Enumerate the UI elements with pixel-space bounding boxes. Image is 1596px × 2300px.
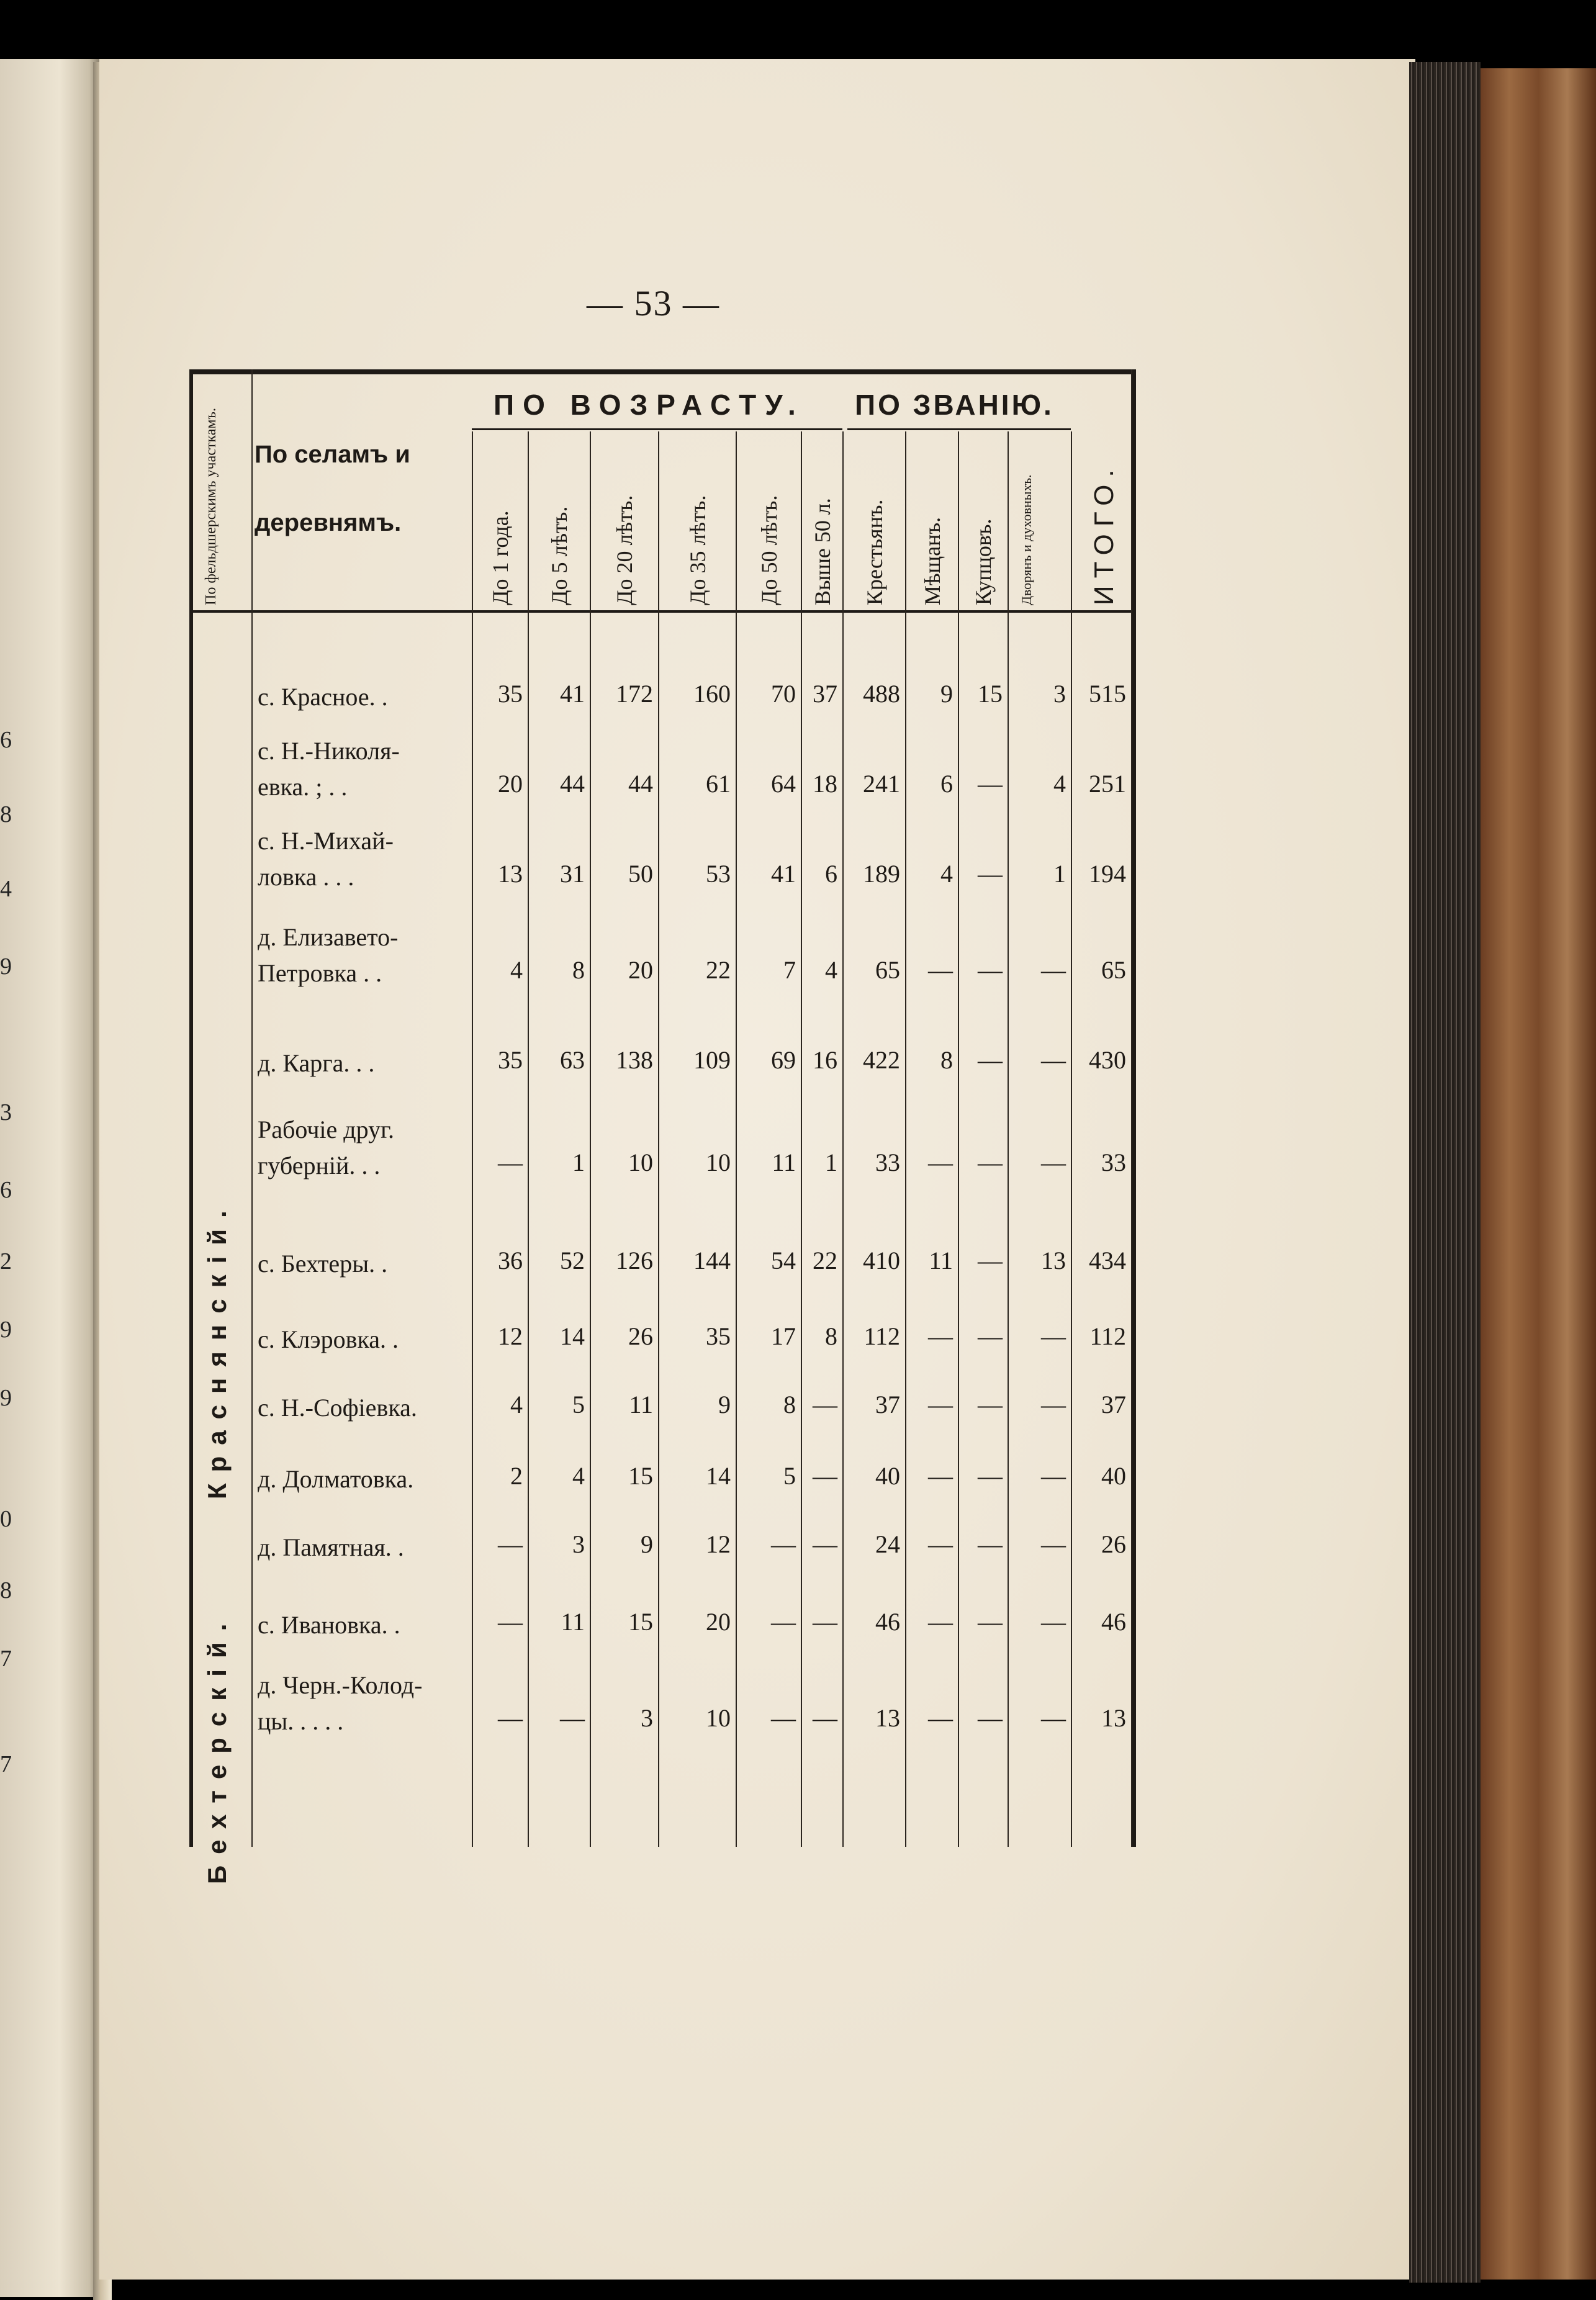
table-cell: 65 [1101,956,1126,984]
left-margin-number: 6 [0,1177,12,1203]
table-cell: — [978,1247,1003,1274]
table-cell: 1 [572,1148,585,1176]
table-cell: — [498,1530,523,1558]
table-cell: — [498,1148,523,1176]
column-header: ИТОГО. [1088,462,1119,605]
table-cell: 488 [863,680,900,708]
table-cell: — [771,1530,796,1558]
table-cell: — [813,1704,837,1732]
table-cell: — [928,956,953,984]
table-cell: — [928,1530,953,1558]
table-cell: 36 [498,1247,523,1274]
table-cell: 11 [929,1247,953,1274]
column-rule [251,369,253,1847]
table-left-rule [189,369,193,1847]
table-cell: 1 [825,1148,837,1176]
column-rule [842,431,844,1847]
table-cell: — [978,1046,1003,1074]
table-cell: 52 [560,1247,585,1274]
place-name-line: губерній. . . [258,1152,381,1179]
table-cell: 54 [771,1247,796,1274]
column-rule [472,431,473,1847]
table-cell: 37 [813,680,837,708]
table-top-rule [189,369,1136,374]
place-name [258,1112,469,1184]
table-cell: — [928,1148,953,1176]
column-header: До 5 лѣтъ. [547,506,572,605]
table-cell: — [1041,1322,1066,1350]
table-cell: 189 [863,860,900,888]
table-cell: — [978,1608,1003,1636]
table-cell: — [978,1704,1003,1732]
table-cell: 35 [498,680,523,708]
table-cell: 31 [560,860,585,888]
table-cell: 9 [940,680,953,708]
table-cell: 69 [771,1046,796,1074]
table-cell: 63 [560,1046,585,1074]
place-name-line: евка. ; . . [258,773,348,801]
table-cell: — [813,1608,837,1636]
table-cell: — [978,956,1003,984]
table-cell: 24 [875,1530,900,1558]
table-cell: 10 [706,1704,731,1732]
place-column-header-line1: По селамъ и [255,441,410,468]
table-cell: 11 [629,1391,653,1418]
left-margin-number: 9 [0,954,12,980]
column-header: Выше 50 л. [809,498,835,605]
left-page [0,59,106,2297]
table-cell: 15 [628,1608,653,1636]
table-cell: 144 [693,1247,731,1274]
group-rule [472,428,842,430]
place-name [258,1607,469,1643]
place-name [258,919,469,991]
table-cell: 1 [1053,860,1066,888]
column-header: Крестьянъ. [862,499,887,605]
table-cell: — [560,1704,585,1732]
table-cell: — [928,1462,953,1490]
column-rule [736,431,737,1847]
group-header-age: ПО ВОЗРАСТУ. [494,389,805,421]
table-cell: 6 [940,770,953,798]
place-name-line: с. Ивановка. . [258,1611,400,1639]
table-cell: 46 [875,1608,900,1636]
table-cell: — [978,1462,1003,1490]
left-margin-number: 3 [0,1099,12,1125]
table-cell: 194 [1089,860,1126,888]
statistics-table [189,369,1158,1884]
left-margin-number: 7 [0,1751,12,1777]
left-margin-number: 6 [0,727,12,753]
table-cell: 35 [706,1322,731,1350]
column-header: Мѣщанъ. [919,516,945,605]
table-cell: — [1041,1530,1066,1558]
place-name-line: с. Н.-Николя- [258,737,400,765]
table-cell: 18 [813,770,837,798]
table-cell: 5 [783,1462,796,1490]
table-cell: 109 [693,1046,731,1074]
table-cell: — [771,1704,796,1732]
place-name-line: д. Памятная. . [258,1533,404,1561]
table-cell: 11 [772,1148,796,1176]
page-number: — 53 — [587,283,720,323]
table-cell: 4 [510,956,523,984]
place-name [258,1530,469,1566]
table-cell: 44 [628,770,653,798]
place-name-line: д. Карга. . . [258,1049,375,1077]
table-cell: 10 [628,1148,653,1176]
table-cell: 5 [572,1391,585,1418]
table-cell: 12 [498,1322,523,1350]
table-cell: 20 [628,956,653,984]
table-cell: — [978,1148,1003,1176]
table-cell: 11 [561,1608,585,1636]
table-cell: — [978,860,1003,888]
table-cell: 61 [706,770,731,798]
table-cell: — [978,1391,1003,1418]
place-name [258,1390,469,1426]
table-cell: 9 [641,1530,653,1558]
table-cell: 2 [510,1462,523,1490]
column-header: Дворянъ и духовныхъ. [1019,474,1034,605]
table-cell: 6 [825,860,837,888]
table-cell: 15 [978,680,1003,708]
table-cell: 13 [1101,1704,1126,1732]
table-cell: — [928,1608,953,1636]
table-cell: 41 [771,860,796,888]
place-name [258,1322,469,1358]
table-cell: 3 [572,1530,585,1558]
column-header: До 50 лѣтъ. [756,495,782,605]
left-page-edge [0,59,99,2297]
table-cell: 251 [1089,770,1126,798]
place-name [258,1045,469,1081]
place-name-line: д. Долматовка. [258,1465,414,1493]
table-cell: 37 [875,1391,900,1418]
left-margin-number: 0 [0,1506,12,1532]
table-cell: — [928,1704,953,1732]
left-margin-number: 7 [0,1646,12,1672]
place-name-line: с. Н.-Софіевка. [258,1394,417,1422]
table-cell: 16 [813,1046,837,1074]
table-cell: 65 [875,956,900,984]
table-cell: — [813,1530,837,1558]
left-margin-number: 2 [0,1248,12,1274]
place-name-line: с. Красное. . [258,683,388,711]
place-name-line: Петровка . . [258,959,382,987]
column-header: До 35 лѣтъ. [685,495,710,605]
table-cell: — [498,1704,523,1732]
table-cell: 4 [825,956,837,984]
column-header: До 20 лѣтъ. [612,495,637,605]
table-cell: 70 [771,680,796,708]
place-name-line: д. Елизавето- [258,923,399,951]
table-cell: 33 [875,1148,900,1176]
place-name [258,823,469,895]
table-cell: — [928,1322,953,1350]
table-cell: 10 [706,1148,731,1176]
column-rule [590,431,591,1847]
table-cell: 40 [875,1462,900,1490]
left-margin-number: 9 [0,1385,12,1411]
column-rule [1071,431,1072,1847]
table-cell: — [1041,1391,1066,1418]
table-cell: 410 [863,1247,900,1274]
place-name-line: с. Н.-Михай- [258,827,394,855]
table-cell: 33 [1101,1148,1126,1176]
table-cell: 50 [628,860,653,888]
table-cell: 515 [1089,680,1126,708]
table-cell: 22 [813,1247,837,1274]
table-cell: 44 [560,770,585,798]
table-cell: 64 [771,770,796,798]
table-cell: 40 [1101,1462,1126,1490]
header-rule [189,610,1136,613]
group-header-rank: ПО ЗВАНІЮ. [855,389,1054,421]
book-cover [1481,68,1596,2280]
column-rule [958,431,959,1847]
left-margin-number: 8 [0,801,12,828]
column-rule [801,431,802,1847]
column-rule [905,431,906,1847]
table-cell: 3 [1053,680,1066,708]
table-cell: 53 [706,860,731,888]
table-cell: 434 [1089,1247,1126,1274]
table-cell: 26 [1101,1530,1126,1558]
table-cell: 8 [572,956,585,984]
table-cell: — [1041,956,1066,984]
column-rule [1008,431,1009,1847]
table-cell: 14 [706,1462,731,1490]
table-cell: 41 [560,680,585,708]
place-name-line: д. Черн.-Колод- [258,1671,423,1699]
table-cell: — [813,1391,837,1418]
table-cell: 422 [863,1046,900,1074]
table-cell: 13 [498,860,523,888]
table-cell: 15 [628,1462,653,1490]
table-cell: 430 [1089,1046,1126,1074]
table-cell: 112 [863,1322,900,1350]
table-cell: 9 [718,1391,731,1418]
table-cell: 22 [706,956,731,984]
place-name [258,733,469,805]
table-cell: 8 [825,1322,837,1350]
place-name-line: с. Клэровка. . [258,1325,399,1353]
column-rule [658,431,659,1847]
column-rule [528,431,529,1847]
district-label-bekhtersky: Бехтерскій. [202,1612,232,1884]
place-name [258,1461,469,1497]
table-cell: 172 [616,680,653,708]
table-cell: 138 [616,1046,653,1074]
left-margin-number: 4 [0,876,12,902]
table-cell: 17 [771,1322,796,1350]
table-cell: 26 [628,1322,653,1350]
table-cell: — [1041,1704,1066,1732]
table-cell: 4 [572,1462,585,1490]
place-name [258,1246,469,1282]
table-cell: — [978,1322,1003,1350]
district-label-krasnyansky: Краснянскій. [202,1199,232,1499]
table-cell: 4 [940,860,953,888]
table-cell: 35 [498,1046,523,1074]
column-header: До 1 года. [488,510,513,605]
place-name [258,679,469,715]
place-name-line: ловка . . . [258,863,354,891]
district-column-header: По фельдшерскимъ участкамъ. [203,408,219,605]
place-name-line: с. Бехтеры. . [258,1250,388,1278]
table-cell: — [1041,1462,1066,1490]
table-cell: — [1041,1148,1066,1176]
column-rule [1131,369,1132,1847]
left-margin-number: 8 [0,1577,12,1603]
column-header: Купцовъ. [971,518,996,605]
table-cell: 46 [1101,1608,1126,1636]
table-cell: 7 [783,956,796,984]
table-cell: 12 [706,1530,731,1558]
table-cell: 160 [693,680,731,708]
table-cell: 8 [940,1046,953,1074]
table-cell: 4 [1053,770,1066,798]
table-cell: — [978,1530,1003,1558]
place-column-header-line2: деревнямъ. [255,509,402,536]
table-cell: — [978,770,1003,798]
group-rule [847,428,1071,430]
table-cell: 3 [641,1704,653,1732]
table-cell: — [813,1462,837,1490]
place-name-line: цы. . . . . [258,1707,344,1735]
table-cell: 13 [875,1704,900,1732]
table-cell: — [771,1608,796,1636]
table-cell: 37 [1101,1391,1126,1418]
table-cell: 14 [560,1322,585,1350]
table-cell: 241 [863,770,900,798]
left-margin-number: 9 [0,1317,12,1343]
place-name-line: Рабочіе друг. [258,1116,395,1143]
table-cell: 126 [616,1247,653,1274]
table-cell: 4 [510,1391,523,1418]
table-cell: — [928,1391,953,1418]
table-cell: — [498,1608,523,1636]
table-cell: 112 [1089,1322,1126,1350]
table-cell: — [1041,1608,1066,1636]
table-cell: 20 [498,770,523,798]
page-edges [1409,62,1481,2283]
table-cell: — [1041,1046,1066,1074]
place-name [258,1667,469,1739]
table-cell: 20 [706,1608,731,1636]
table-cell: 13 [1041,1247,1066,1274]
table-cell: 8 [783,1391,796,1418]
